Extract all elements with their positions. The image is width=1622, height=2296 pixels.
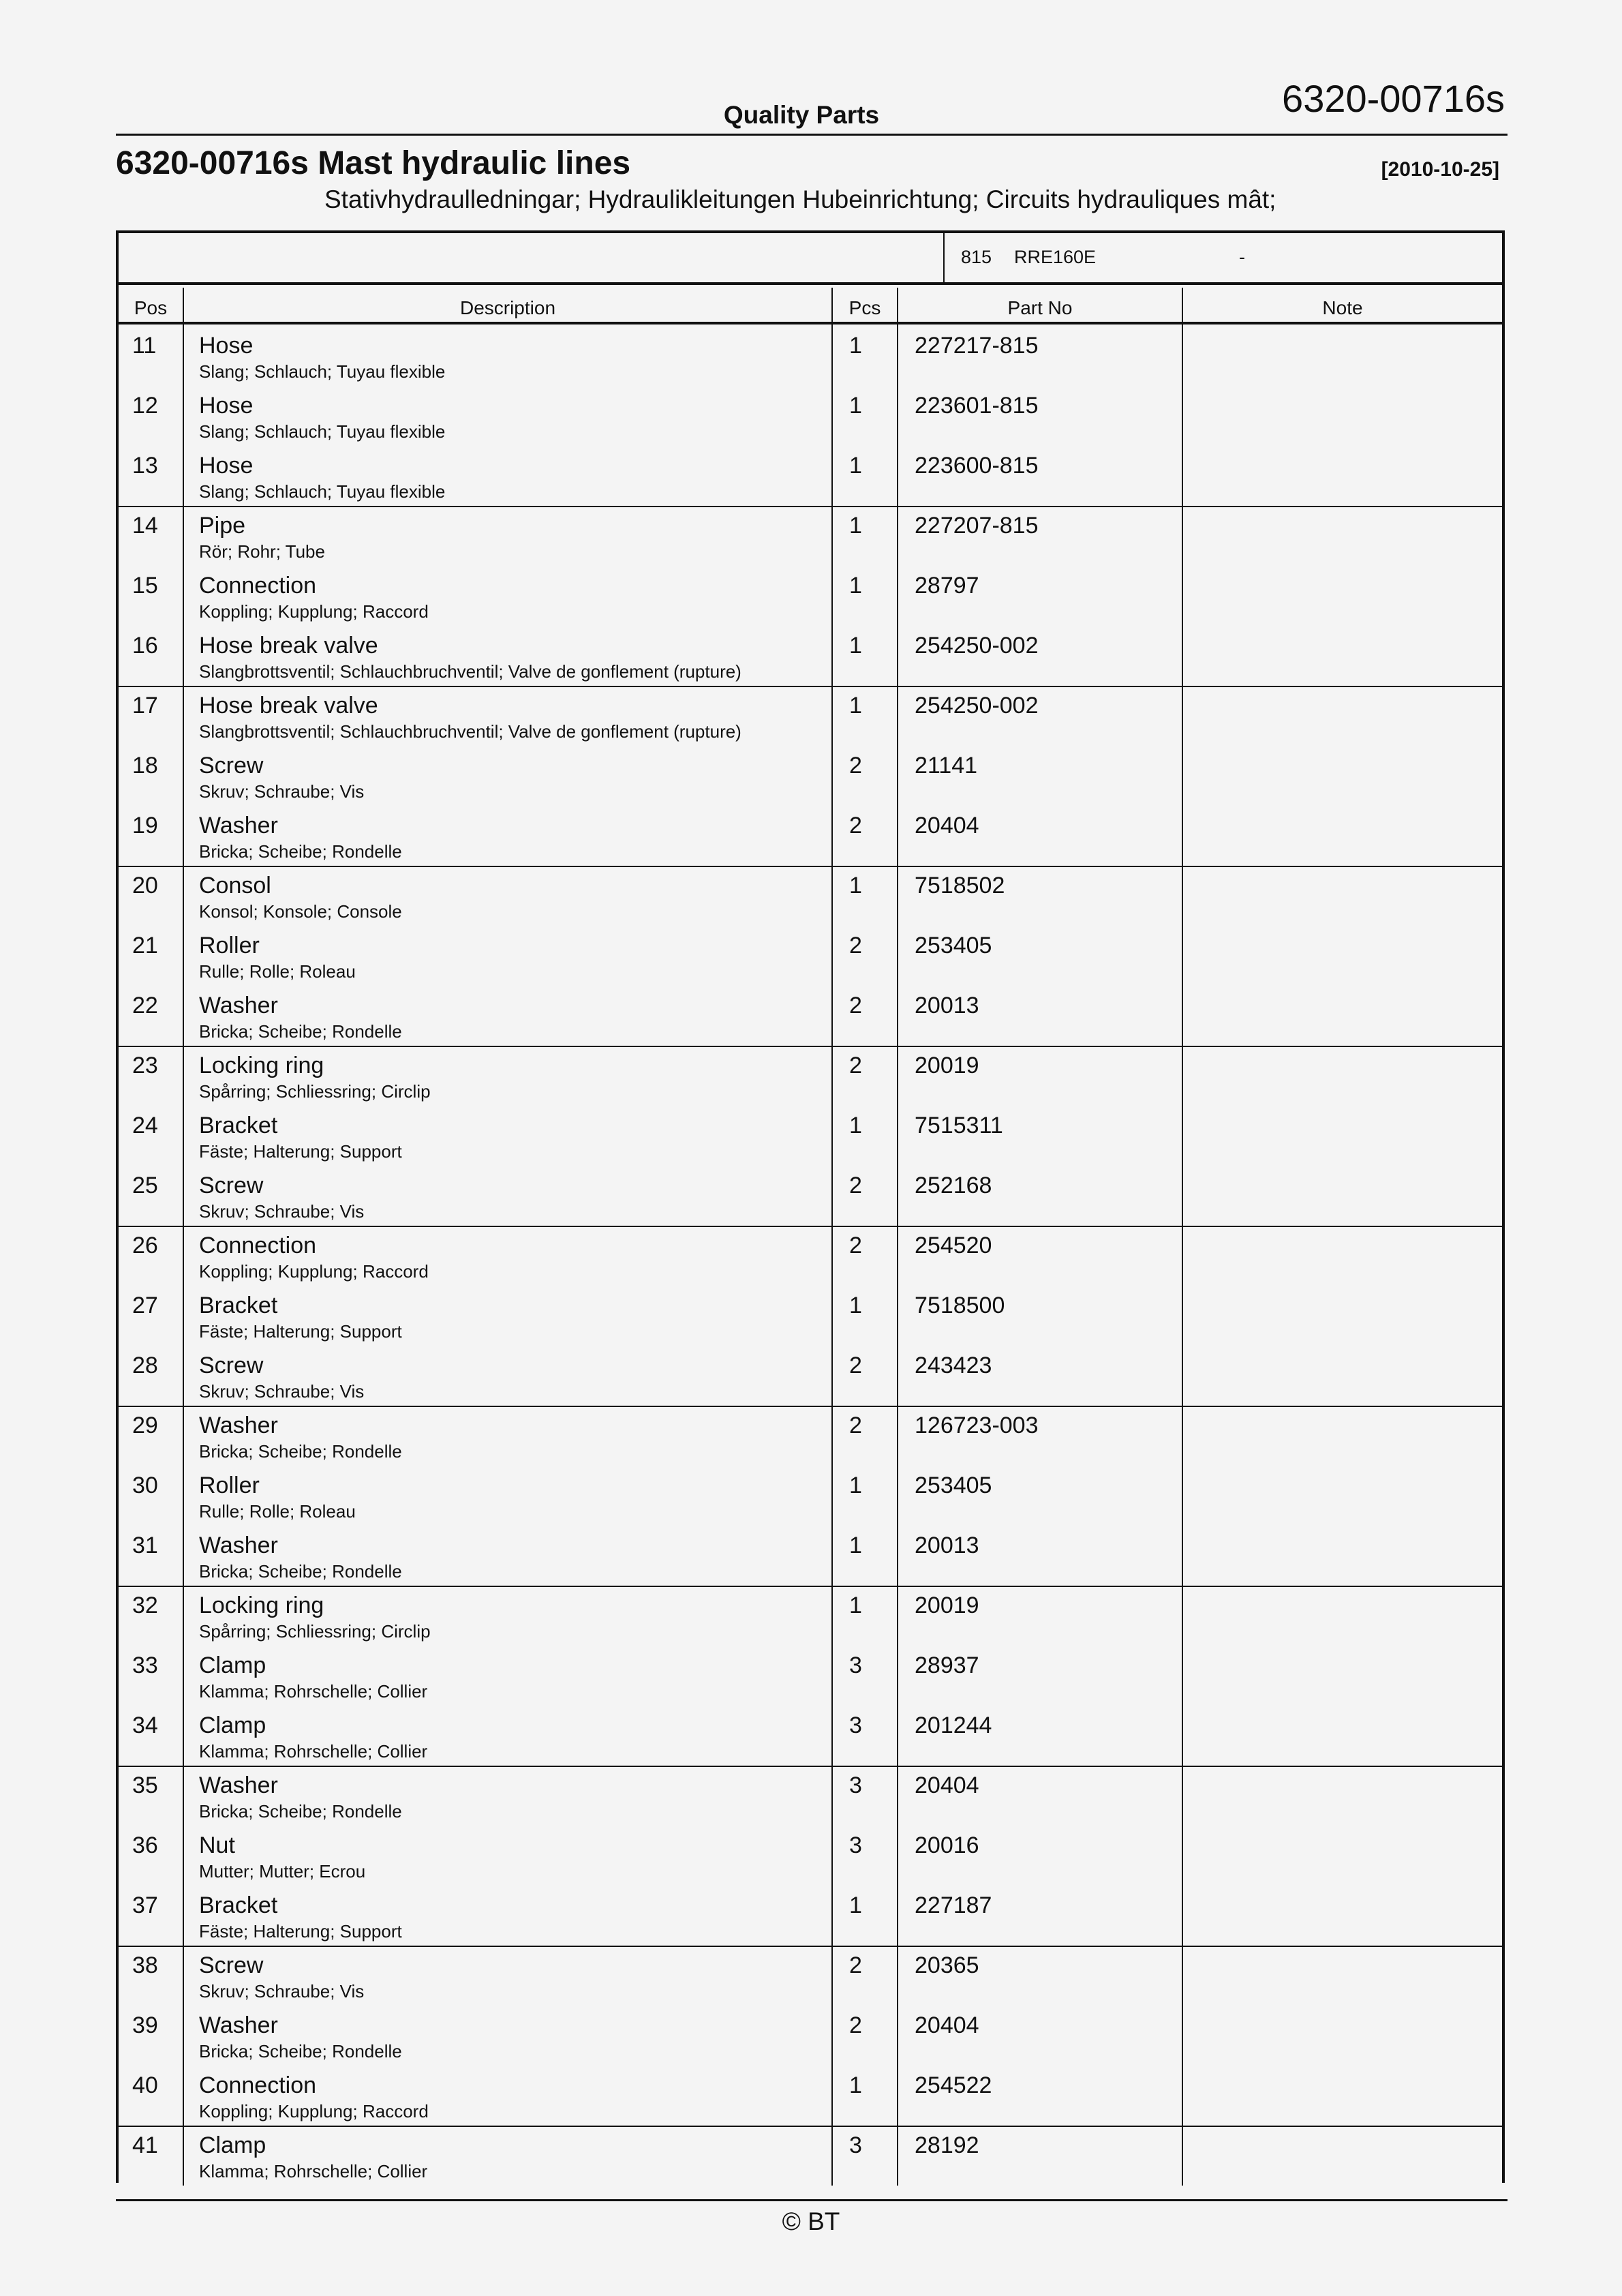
row-pos: 21 [132,933,158,958]
row-part-number: 227217-815 [915,333,1039,359]
column-header-description: Description [459,297,556,318]
row-translation: Slang; Schlauch; Tuyau flexible [199,481,446,502]
row-pcs: 1 [849,2072,862,2098]
table-row [119,988,1502,1048]
row-translation: Bricka; Scheibe; Rondelle [199,841,402,862]
row-translation: Fäste; Halterung; Support [199,1321,402,1342]
row-pos: 30 [132,1472,158,1498]
row-part-number: 254522 [915,2072,992,2098]
row-pos: 12 [132,393,158,419]
table-row [119,1828,1502,1888]
row-translation: Koppling; Kupplung; Raccord [199,1261,429,1282]
column-header-pcs: Pcs [848,297,881,318]
row-part-number: 201244 [915,1712,992,1738]
row-pos: 40 [132,2072,158,2098]
row-description: Connection [199,2072,317,2098]
row-part-number: 28937 [915,1652,979,1678]
row-pcs: 1 [849,1532,862,1558]
row-translation: Bricka; Scheibe; Rondelle [199,1801,402,1822]
row-pcs: 2 [849,753,862,779]
header-divider [116,134,1508,136]
row-description: Washer [199,1532,278,1558]
table-row [119,689,1502,749]
table-row [119,2008,1502,2068]
row-pcs: 2 [849,993,862,1018]
row-part-number: 126723-003 [915,1413,1039,1438]
row-translation: Klamma; Rohrschelle; Collier [199,2161,428,2181]
row-translation: Fäste; Halterung; Support [199,1921,402,1942]
footer-copyright: © BT [782,2207,840,2235]
table-row [119,449,1502,509]
page-title: 6320-00716s Mast hydraulic lines [116,145,631,181]
row-pcs: 2 [849,1952,862,1978]
table-row [119,749,1502,809]
row-pos: 27 [132,1293,158,1318]
row-part-number: 253405 [915,1472,992,1498]
row-pos: 38 [132,1952,158,1978]
row-description: Washer [199,993,278,1018]
row-pos: 29 [132,1413,158,1438]
row-pcs: 2 [849,1233,862,1258]
row-part-number: 20013 [915,1532,979,1558]
row-description: Nut [199,1832,235,1858]
table-row [119,1348,1502,1408]
row-pcs: 1 [849,1293,862,1318]
table-row [119,1888,1502,1948]
table-row [119,1168,1502,1228]
row-part-number: 7515311 [915,1113,1003,1138]
row-pcs: 1 [849,333,862,359]
row-translation: Koppling; Kupplung; Raccord [199,601,429,622]
row-description: Roller [199,933,260,958]
row-description: Clamp [199,1652,266,1678]
row-description: Bracket [199,1892,278,1918]
row-pcs: 2 [849,1173,862,1198]
table-row [119,1708,1502,1768]
row-part-number: 227207-815 [915,513,1039,539]
row-pcs: 1 [849,1592,862,1618]
row-part-number: 253405 [915,933,992,958]
row-pcs: 3 [849,1652,862,1678]
model-extra: - [1239,247,1245,267]
row-part-number: 254520 [915,1233,992,1258]
row-part-number: 20016 [915,1832,979,1858]
row-pcs: 1 [849,1892,862,1918]
row-pos: 17 [132,693,158,719]
row-description: Screw [199,1353,264,1378]
row-pos: 13 [132,453,158,479]
table-row [119,2128,1502,2188]
row-translation: Skruv; Schraube; Vis [199,1981,365,2002]
row-part-number: 20365 [915,1952,979,1978]
row-translation: Skruv; Schraube; Vis [199,1381,365,1402]
row-translation: Fäste; Halterung; Support [199,1141,402,1162]
model-row [119,233,1502,285]
row-part-number: 227187 [915,1892,992,1918]
row-pcs: 2 [849,2012,862,2038]
row-description: Screw [199,753,264,779]
table-row [119,1528,1502,1588]
row-translation: Spårring; Schliessring; Circlip [199,1621,431,1642]
table-row [119,569,1502,629]
parts-table [116,230,1505,2183]
page-subtitle: Stativhydraulledningar; Hydraulikleitungen Hubeinrichtung; Circuits hydrauliques mât; [324,185,1276,213]
row-pos: 28 [132,1353,158,1378]
row-description: Bracket [199,1113,278,1138]
row-pos: 20 [132,873,158,898]
row-description: Bracket [199,1293,278,1318]
row-pos: 41 [132,2132,158,2158]
table-row [119,1408,1502,1468]
row-part-number: 20019 [915,1592,979,1618]
row-description: Washer [199,1772,278,1798]
table-row [119,1468,1502,1528]
row-pos: 22 [132,993,158,1018]
row-part-number: 20404 [915,2012,979,2038]
row-pos: 33 [132,1652,158,1678]
row-pcs: 2 [849,813,862,839]
row-pos: 25 [132,1173,158,1198]
row-description: Hose [199,333,254,359]
row-pcs: 1 [849,513,862,539]
row-description: Washer [199,2012,278,2038]
row-description: Hose [199,453,254,479]
row-pcs: 1 [849,693,862,719]
header-doc-number: 6320-00716s [1282,77,1505,120]
row-pcs: 1 [849,873,862,898]
row-description: Locking ring [199,1592,324,1618]
group-divider [119,1226,1502,1227]
row-translation: Slangbrottsventil; Schlauchbruchventil; Valve de gonflement (rupture) [199,661,741,682]
row-part-number: 252168 [915,1173,992,1198]
row-pos: 32 [132,1592,158,1618]
table-row [119,1288,1502,1348]
table-row [119,1588,1502,1648]
row-description: Hose break valve [199,633,378,659]
group-divider [119,1766,1502,1767]
row-part-number: 20013 [915,993,979,1018]
table-row [119,928,1502,988]
row-description: Washer [199,813,278,839]
row-pcs: 3 [849,1832,862,1858]
row-translation: Slang; Schlauch; Tuyau flexible [199,361,446,382]
table-row [119,389,1502,449]
row-pcs: 2 [849,1413,862,1438]
row-translation: Bricka; Scheibe; Rondelle [199,1021,402,1042]
row-description: Clamp [199,1712,266,1738]
row-translation: Bricka; Scheibe; Rondelle [199,1441,402,1462]
row-pos: 18 [132,753,158,779]
row-part-number: 254250-002 [915,633,1039,659]
table-row [119,1108,1502,1168]
row-part-number: 243423 [915,1353,992,1378]
row-part-number: 21141 [915,753,978,779]
row-translation: Bricka; Scheibe; Rondelle [199,1561,402,1582]
row-description: Clamp [199,2132,266,2158]
table-row [119,868,1502,928]
row-pos: 36 [132,1832,158,1858]
row-translation: Konsol; Konsole; Console [199,901,402,922]
table-header [119,288,1502,324]
row-pcs: 2 [849,1053,862,1078]
group-divider [119,1586,1502,1587]
row-translation: Klamma; Rohrschelle; Collier [199,1681,428,1702]
row-part-number: 20404 [915,813,979,839]
row-part-number: 223600-815 [915,453,1039,479]
row-translation: Spårring; Schliessring; Circlip [199,1081,431,1102]
row-pos: 37 [132,1892,158,1918]
footer-divider [116,2199,1508,2201]
column-header-pos: Pos [134,297,168,318]
column-header-note: Note [1322,297,1363,318]
row-translation: Rör; Rohr; Tube [199,541,325,562]
model-name: RRE160E [1014,247,1097,267]
row-pos: 16 [132,633,158,659]
row-translation: Klamma; Rohrschelle; Collier [199,1741,428,1762]
row-part-number: 7518500 [915,1293,1005,1318]
row-pcs: 3 [849,1712,862,1738]
row-pos: 39 [132,2012,158,2038]
row-pos: 26 [132,1233,158,1258]
row-pcs: 1 [849,573,862,599]
header-center-title: Quality Parts [723,101,880,129]
row-pos: 35 [132,1772,158,1798]
row-pcs: 3 [849,2132,862,2158]
row-pos: 31 [132,1532,158,1558]
table-row [119,329,1502,389]
row-description: Hose [199,393,254,419]
table-row [119,509,1502,569]
row-pcs: 2 [849,1353,862,1378]
row-translation: Skruv; Schraube; Vis [199,781,365,802]
row-part-number: 223601-815 [915,393,1039,419]
group-divider [119,1046,1502,1047]
row-translation: Slangbrottsventil; Schlauchbruchventil; Valve de gonflement (rupture) [199,721,741,742]
row-translation: Skruv; Schraube; Vis [199,1201,365,1222]
row-pos: 14 [132,513,158,539]
row-description: Screw [199,1952,264,1978]
row-translation: Koppling; Kupplung; Raccord [199,2101,429,2121]
row-pcs: 1 [849,393,862,419]
row-description: Connection [199,573,317,599]
row-part-number: 7518502 [915,873,1005,898]
row-translation: Slang; Schlauch; Tuyau flexible [199,421,446,442]
row-pcs: 1 [849,1113,862,1138]
table-row [119,1768,1502,1828]
row-pcs: 1 [849,633,862,659]
row-part-number: 28192 [915,2132,979,2158]
row-translation: Mutter; Mutter; Ecrou [199,1861,366,1882]
group-divider [119,506,1502,507]
row-description: Roller [199,1472,260,1498]
row-part-number: 254250-002 [915,693,1039,719]
group-divider [119,1946,1502,1947]
model-code: 815 [961,247,992,267]
row-translation: Rulle; Rolle; Roleau [199,961,356,982]
row-description: Locking ring [199,1053,324,1078]
column-header-part-no: Part No [1007,297,1073,318]
row-pos: 23 [132,1053,158,1078]
row-description: Washer [199,1413,278,1438]
row-pos: 15 [132,573,158,599]
row-pos: 34 [132,1712,158,1738]
row-pcs: 1 [849,453,862,479]
row-translation: Bricka; Scheibe; Rondelle [199,2041,402,2061]
row-pos: 24 [132,1113,158,1138]
row-pos: 11 [132,333,157,359]
table-row [119,1048,1502,1108]
table-row [119,629,1502,689]
group-divider [119,686,1502,687]
row-pos: 19 [132,813,158,839]
row-description: Connection [199,1233,317,1258]
row-pcs: 1 [849,1472,862,1498]
table-row [119,1948,1502,2008]
model-divider [943,233,945,282]
table-row [119,1228,1502,1288]
row-description: Hose break valve [199,693,378,719]
table-row [119,809,1502,868]
row-part-number: 20019 [915,1053,979,1078]
row-part-number: 20404 [915,1772,979,1798]
row-pcs: 3 [849,1772,862,1798]
group-divider [119,1406,1502,1407]
row-description: Pipe [199,513,246,539]
row-description: Screw [199,1173,264,1198]
row-description: Consol [199,873,271,898]
row-part-number: 28797 [915,573,979,599]
row-translation: Rulle; Rolle; Roleau [199,1501,356,1522]
row-pcs: 2 [849,933,862,958]
table-row [119,1648,1502,1708]
group-divider [119,866,1502,867]
table-row [119,2068,1502,2128]
document-date: [2010-10-25] [1381,158,1499,181]
group-divider [119,2126,1502,2127]
